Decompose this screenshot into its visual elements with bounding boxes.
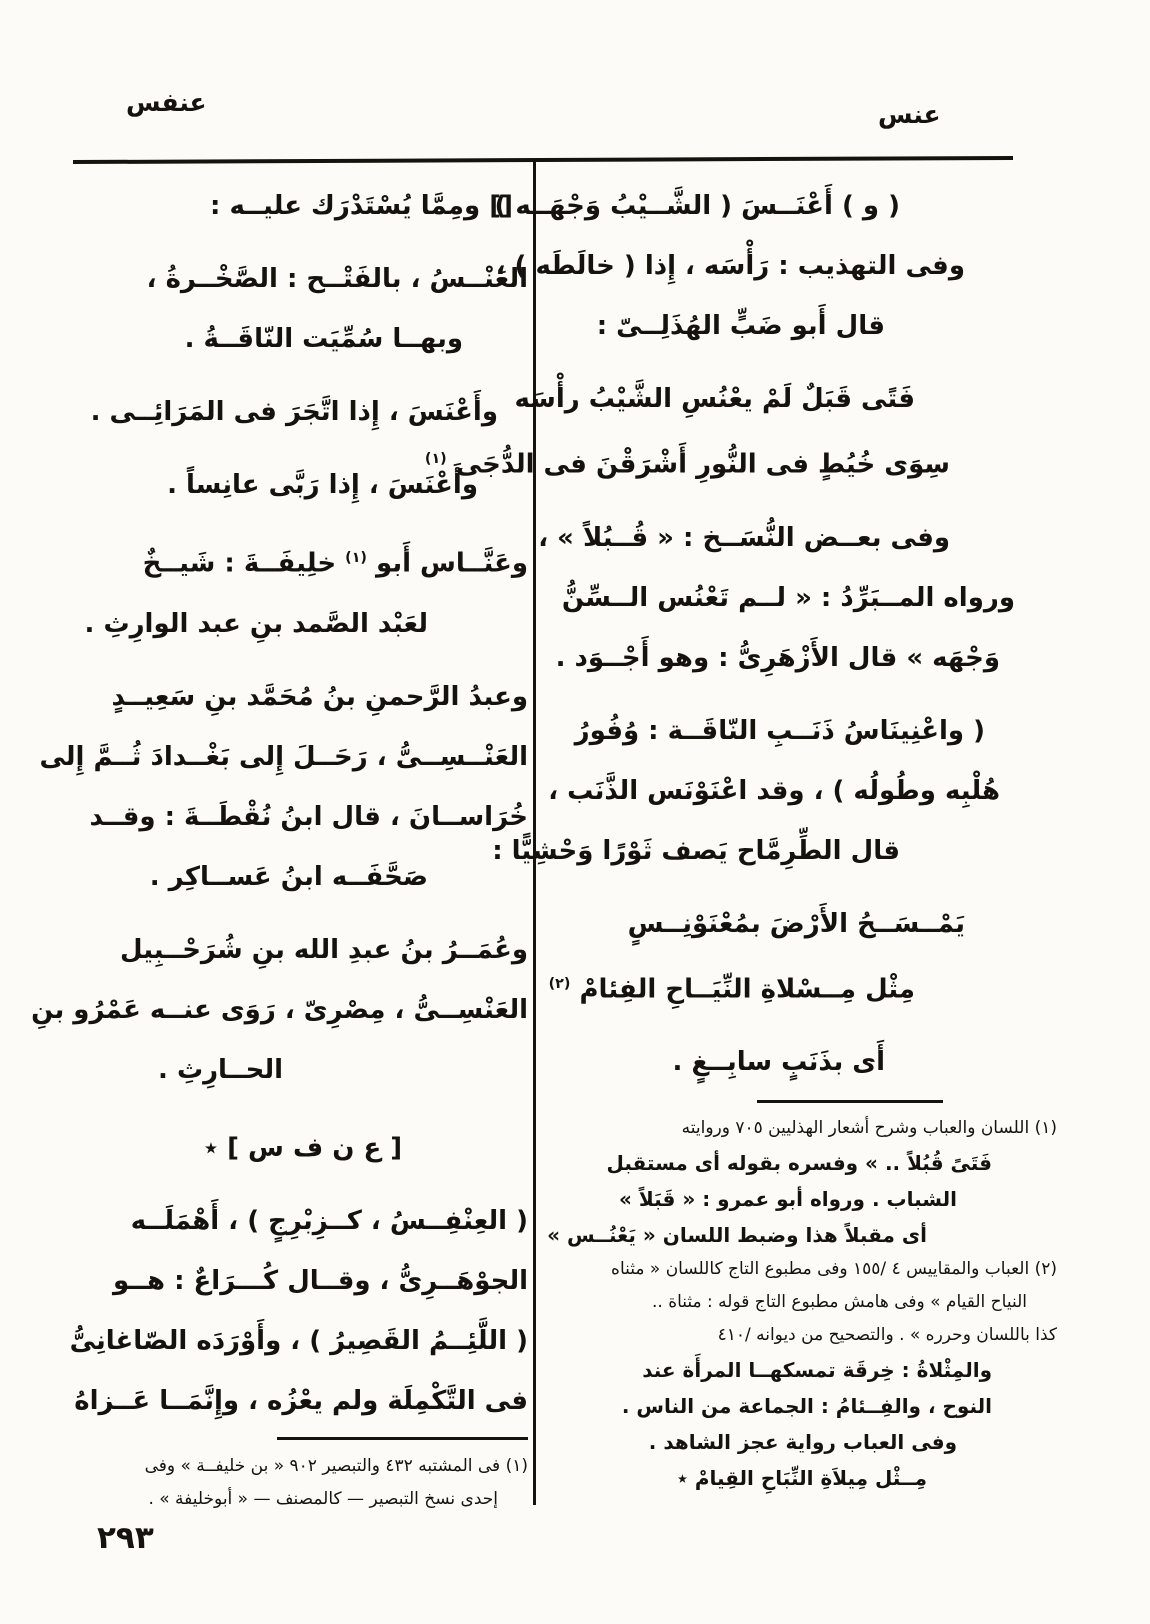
text-line: صَحَّفَــه ابنُ عَســاكِر . [149,861,428,892]
footnote-line: فَتَىً قُبُلاً .. » وفسره بقوله أى مستقبل [606,1151,992,1175]
text-line: يَمْــسَــحُ الأَرْضَ بمُعْنَوْنِــسٍ [627,908,965,939]
footnote-rule-right [757,1100,943,1103]
text-line: ورواه المــبَرِّدُ : « لــم تَعْنُس الــسِّنُّ [561,582,1015,613]
text-line: وأَعْنَسَ ، إِذا اتَّجَرَ فى المَرَائِــى . [90,397,498,427]
footnote-marker: (٢) [548,975,571,992]
footnote-marker: (١) [424,451,447,467]
text-line: ( واعْنِينَاسُ ذَنَــبِ النّاقَــة : وُفُورُ [574,715,985,746]
text-line: الجوْهَــرِىُّ ، وقــال كُـــرَاعٌ : هــو [112,1265,528,1296]
footnote-line: كذا باللسان وحرره » . والتصحيح من ديوانه /٤١٠ [717,1325,1057,1345]
text-line: وفى بعــض النُّسَــخ : « قُــبُلاً » ، [538,522,950,553]
text-line: سِوَى خُيُطٍ فى النُّورِ أَشْرَقْنَ فى الدُّجَى $^{(١)}$ [424,449,950,480]
footnote-line: (٢) العباب والمقاييس ٤ /١٥٥ وفى مطبوع التاج كاللسان « مثناه [611,1259,1057,1279]
header-rule [73,156,1013,164]
text-line: وعُمَــرُ بنُ عبدِ الله بنِ شُرَحْــبِيل [119,934,528,965]
text-line: وأَعْنَسَ ، إِذا رَبَّى عانِساً . [167,470,478,500]
text-line: فَتًى قَبَلٌ لَمْ يعْنُسِ الشَّيْبُ رأْسَه [514,384,915,414]
left-column-text [31,176,528,1431]
right-column-footnotes [547,1112,1057,1496]
footnote-rule-left [277,1437,528,1440]
text-line: وَجْهَه » قال الأَزْهَرِىُّ : وهو أَجْــوَد . [555,642,1000,673]
footnote-line: مِــثْل مِيلاَةِ النِّبَاحِ القِيامْ ٭ [676,1466,928,1490]
text-line: مِثْل مِــسْلاةِ النِّيَــاحِ الفِئامْ $^{(٢)}$ [548,974,915,1005]
text-line: ( و ) أَعْنَــسَ ( الشَّــيْبُ وَجْهَــه ) [494,191,900,221]
text-line: ( العِنْفِــسُ ، كــزِبْرِجٍ ) ، أَهْمَلَــه [130,1205,528,1236]
text-line: وعبدُ الرَّحمنِ بنُ مُحَمَّد بنِ سَعِيــدٍ [111,681,528,712]
text-line: قال أَبو ضَبٍّ الهُذَلِــىّ : [596,311,885,341]
footnote-line: النياح القيام » وفى هامش مطبوع التاج قوله : مثناة .. [651,1292,1027,1312]
text-line: هُلْبِه وطُولُه ) ، وقد اعْنَوْنَس الذَّنَب ، [548,775,1000,806]
footnote-line: إحدى نسخ التبصير — كالمصنف — « أبوخليفة » . [148,1489,498,1509]
footnote-line: النوح ، والفِــئامُ : الجماعة من الناس . [621,1394,992,1418]
footnote-line: الشباب . ورواه أبو عمرو : « قَبَلاً » [619,1187,957,1211]
page-number: ٢٩٣ [97,1520,154,1556]
text-line: وعَنَّــاس أَبو $^{(١)}$ خلِيفَــةَ : شَيــخٌ [142,548,528,579]
text-line: خُرَاســانَ ، قال ابنُ نُقْطَــةَ : وقــد [89,801,528,832]
footnote-line: أى مقبلاً هذا وضبط اللسان « يَعْنُــس » [547,1223,927,1247]
header-keyword-left: عنفس [126,88,207,117]
text-line: وبهــا سُمِّيَت النّاقَــةُ . [184,324,463,354]
text-line: الحــارِثِ . [158,1054,283,1085]
text-line: العَنْــسِــىُّ ، رَحَــلَ إِلى بَغْــدادَ ثُــمَّ إِلى [39,741,528,772]
text-line: فى التَّكْمِلَة ولم يعْزُه ، وإِنَّمَــا عَــزاهُ [74,1385,528,1416]
right-column-text [424,176,1015,1092]
footnote-line: والمِثْلاةُ : خِرقَة تمسكهــا المرأَة عند [642,1358,992,1382]
text-line: العَنْــسُ ، بالفَتْــح : الصَّخْــرةُ ، [146,264,528,294]
text-line: العَنْسِــىُّ ، مِصْرِىّ ، رَوَى عنــه عَمْرُو بنِ [31,994,528,1025]
text-line: وفى التهذيب : رَأْسَه ، إِذا ( خالَطَه ) ، [495,251,965,281]
footnote-line: (١) اللسان والعباب وشرح أشعار الهذليين ٧٠٥ وروايته [681,1118,1057,1138]
header-keyword-right: عنس [878,100,941,129]
text-line: [] ومِمَّا يُسْتَدْرَك عليــه : [210,191,513,221]
text-line: قال الطِّرِمَّاح يَصف ثَوْرًا وَحْشِيًّا : [492,835,900,866]
text-line: ( اللَّئِــمُ القَصِيرُ ) ، وأَوْرَدَه الصّاغانِىُّ [69,1325,528,1356]
footnote-line: وفى العباب رواية عجز الشاهد . [648,1430,957,1454]
text-line: أَى بذَنَبٍ سابِــغٍ . [672,1047,885,1078]
text-line: لعَبْد الصَّمد بنِ عبد الوارِثِ . [84,608,428,639]
footnote-line: (١) فى المشتبه ٤٣٢ والتبصير ٩٠٢ « بن خليفــة » وفى [144,1456,528,1476]
footnote-marker: (١) [345,550,367,566]
text-line: [ ع ن ف س ] ٭ [203,1132,403,1163]
left-column-footnotes [85,1450,528,1516]
